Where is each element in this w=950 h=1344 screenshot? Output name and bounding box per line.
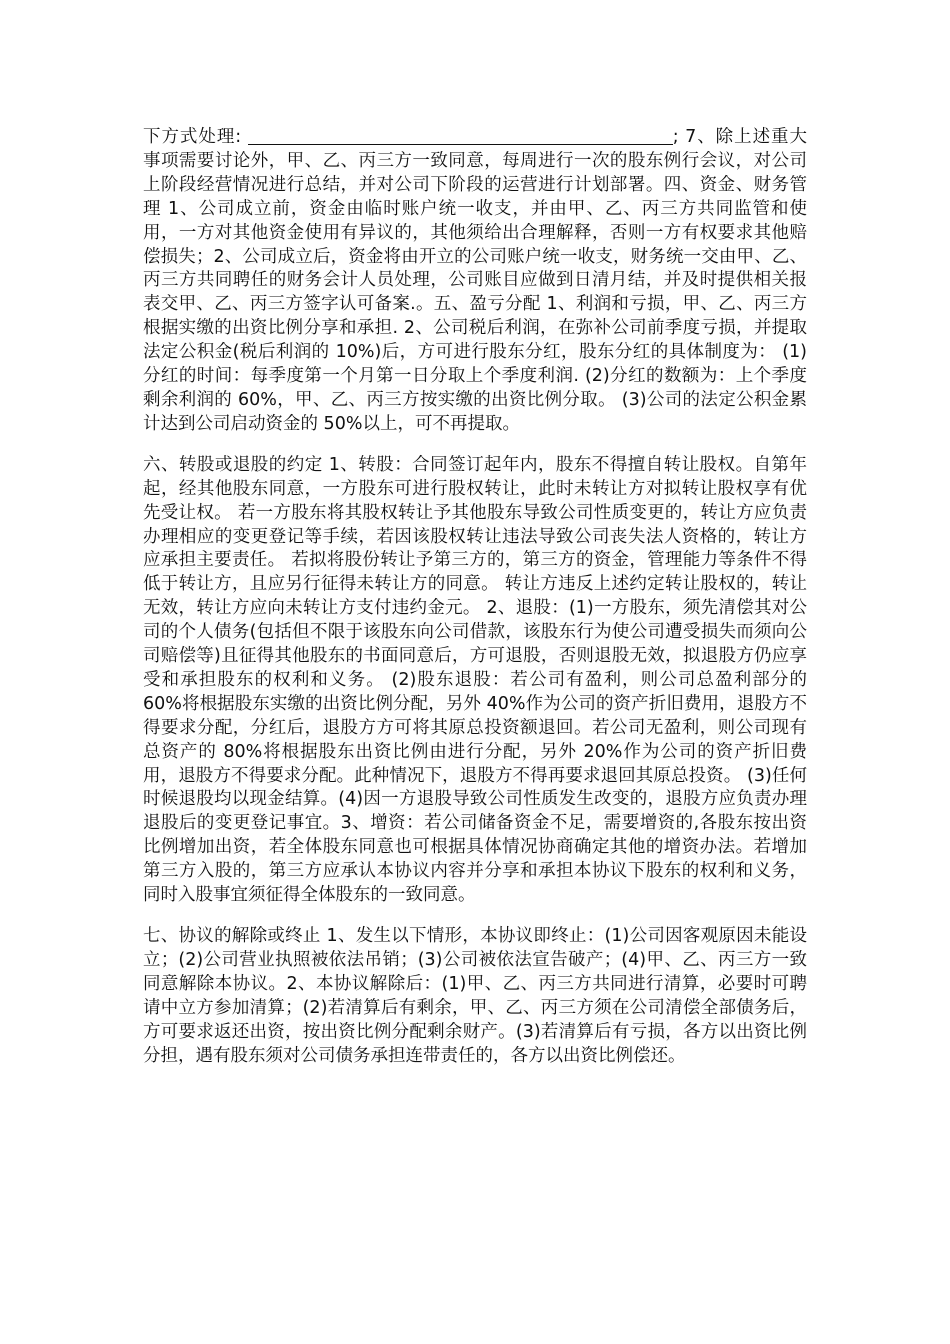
paragraph-share-transfer: 六、转股或退股的约定 1、转股：合同签订起年内，股东不得擅自转让股权。自第年起，经其他股东同意，一方股东可进行股权转让，此时未转让方对拟转让股权享有优先受让权。 若一方股东将其股权转让予其他股东导致公司性质变更的，转让方应负责办理相应的变更登记等手续，若因该股权转让违法导致公司丧失法人资格的，转让方应承担主要责任。 若拟将股份转让予第三方的，第三方的资金，管理能力等条件不得低于转让方，且应另行征得未转让方的同意。 转让方违反上述约定转让股权的，转让无效，转让方应向未转让方支付违约金元。 2、退股：(1)一方股东，须先清偿其对公司的个人债务(包括但不限于该股东向公司借款，该股东行为使公司遭受损失而须向公司赔偿等)且征得其他股东的书面同意后，方可退股，否则退股无效，拟退股方仍应享受和承担股东的权利和义务。 (2)股东退股：若公司有盈利，则公司总盈利部分的 60%将根据股东实缴的出资比例分配，另外 40%作为公司的资产折旧费用，退股方不得要求分配，分红后，退股方方可将其原总投资额退回。若公司无盈利，则公司现有总资产的 80%将根据股东出资比例由进行分配，另外 20%作为公司的资产折旧费用，退股方不得要求分配。此种情况下，退股方不得再要求退回其原总投资。 (3)任何时候退股均以现金结算。(4)因一方退股导致公司性质发生改变的，退股方应负责办理退股后的变更登记事宜。3、增资：若公司储备资金不足，需要增资的,各股东按出资比例增加出资，若全体股东同意也可根据具体情况协商确定其他的增资办法。若增加第三方入股的，第三方应承认本协议内容并分享和承担本协议下股东的权利和义务，同时入股事宜须征得全体股东的一致同意。	[143, 454, 807, 906]
document-page	[143, 126, 807, 1085]
paragraph-lead-text: 下方式处理:	[143, 127, 248, 147]
paragraph-termination: 七、协议的解除或终止 1、发生以下情形，本协议即终止：(1)公司因客观原因未能设立；(2)公司营业执照被依法吊销；(3)公司被依法宣告破产；(4)甲、乙、丙三方一致同意解除本协议。2、本协议解除后：(1)甲、乙、丙三方共同进行清算，必要时可聘请中立方参加清算；(2)若清算后有剩余，甲、乙、丙三方须在公司清偿全部债务后，方可要求返还出资，按出资比例分配剩余财产。(3)若清算后有亏损，各方以出资比例分担，遇有股东须对公司债务承担连带责任的，各方以出资比例偿还。	[143, 926, 807, 1066]
fill-in-blank-line[interactable]	[248, 126, 673, 145]
paragraph-profit-distribution	[143, 126, 807, 437]
blank-suffix: ;	[672, 127, 686, 147]
paragraph-body-text: 7、除上述重大事项需要讨论外，甲、乙、丙三方一致同意，每周进行一次的股东例行会议，对公司上阶段经营情况进行总结，并对公司下阶段的运营进行计划部署。四、资金、财务管理 1、公司成立前，资金由临时账户统一收支，并由甲、乙、丙三方共同监管和使用，一方对其他资金使用有异议的，其他须给出合理解释，否则一方有权要求其他赔偿损失；2、公司成立后，资金将由开立的公司账户统一收支，财务统一交由甲、乙、丙三方共同聘任的财务会计人员处理，公司账目应做到日清月结，并及时提供相关报表交甲、乙、丙三方签字认可备案.。五、盈亏分配 1、利润和亏损，甲、乙、丙三方根据实缴的出资比例分享和承担. 2、公司税后利润，在弥补公司前季度亏损，并提取法定公积金(税后利润的 10%)后，方可进行股东分红，股东分红的具体制度为： (1)分红的时间：每季度第一个月第一日分取上个季度利润. (2)分红的数额为：上个季度剩余利润的 60%，甲、乙、丙三方按实缴的出资比例分取。 (3)公司的法定公积金累计达到公司启动资金的 50%以上，可不再提取。	[143, 127, 807, 434]
